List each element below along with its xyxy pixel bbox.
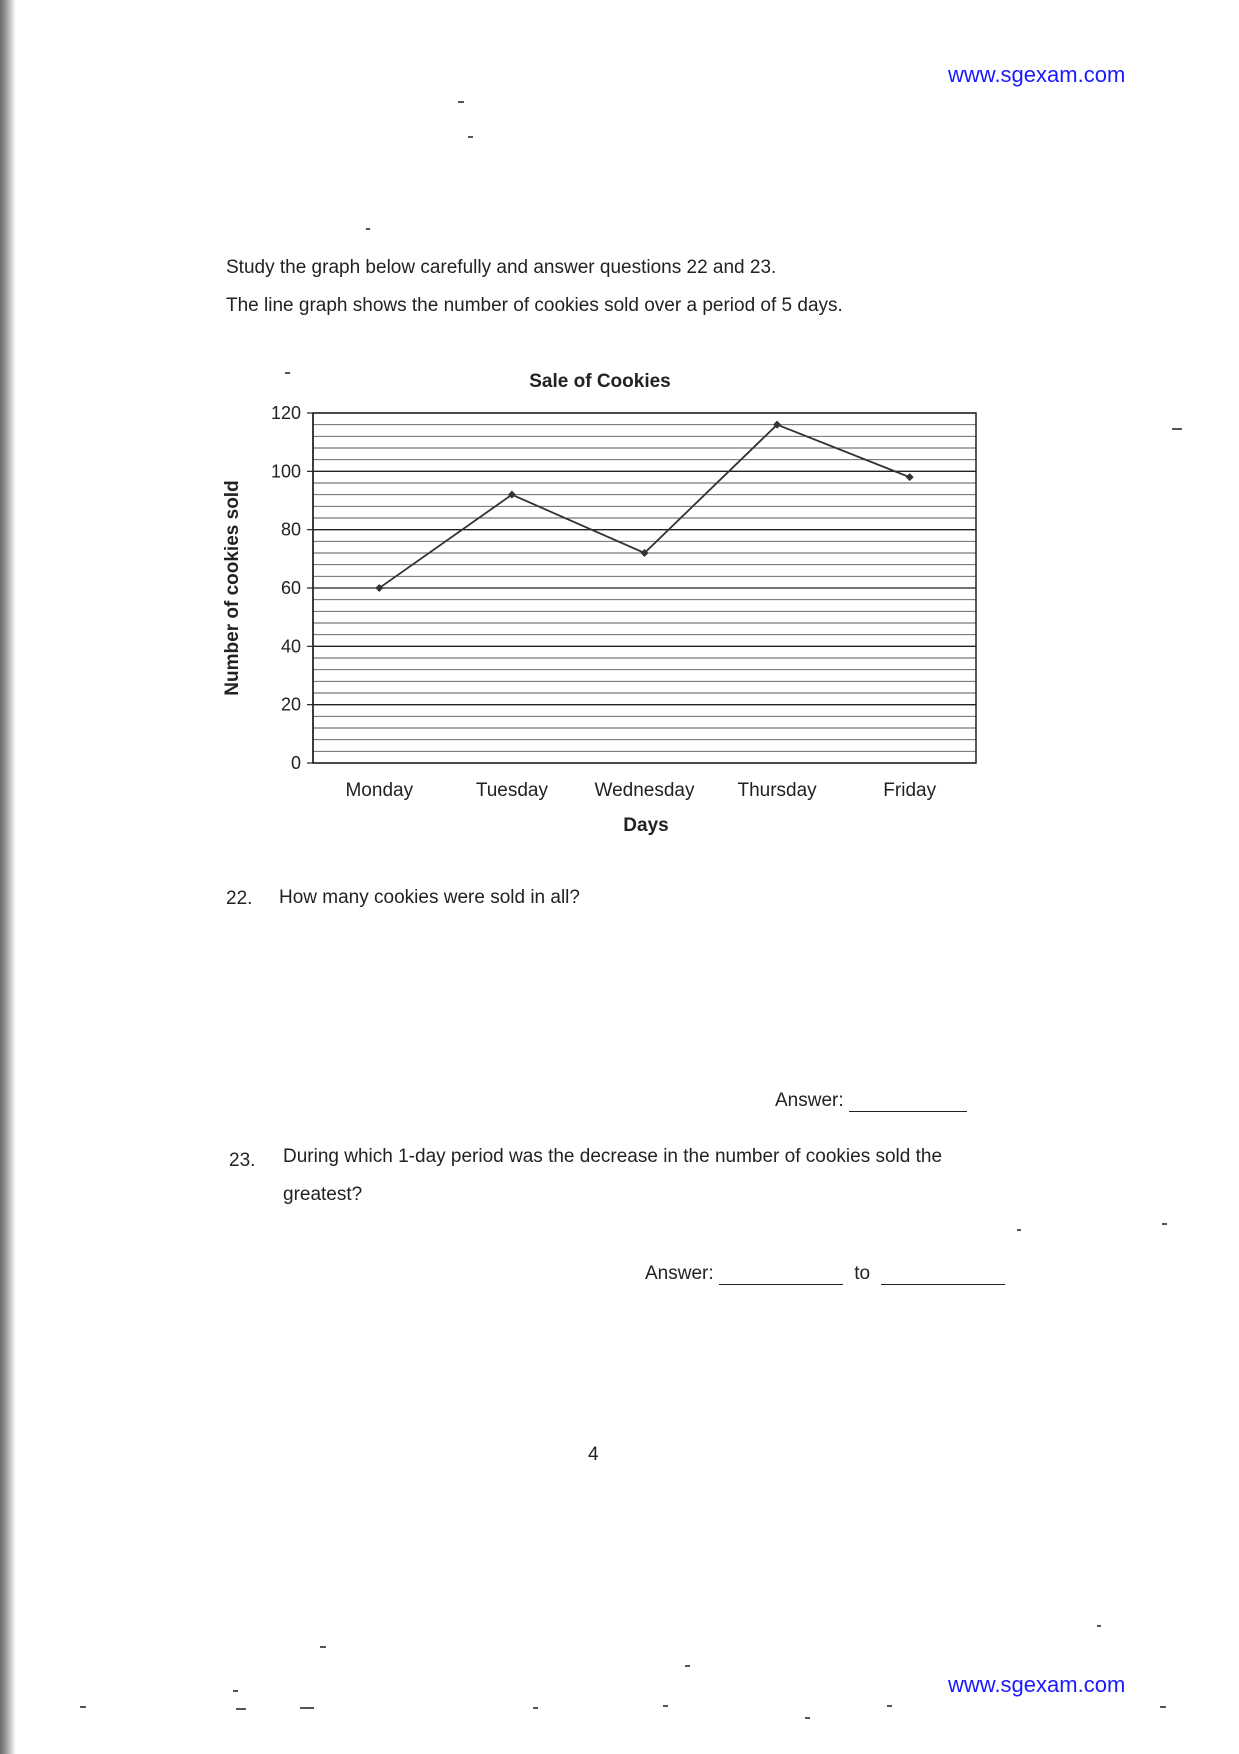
scan-speck: [1097, 1625, 1101, 1627]
question-22-number: 22.: [226, 888, 253, 909]
site-link-top[interactable]: www.sgexam.com: [948, 62, 1126, 87]
x-tick-label: Wednesday: [594, 780, 695, 801]
x-tick-label: Friday: [883, 780, 937, 801]
scan-speck: [685, 1665, 690, 1667]
page-number: 4: [588, 1444, 599, 1465]
answer-label: Answer:: [775, 1090, 844, 1111]
question-22-answer: [775, 1090, 967, 1112]
question-23-answer: [645, 1263, 1005, 1285]
x-tick-label: Tuesday: [475, 780, 548, 801]
scan-speck: [663, 1705, 668, 1707]
scan-speck: [236, 1708, 246, 1710]
scan-speck: [1160, 1706, 1166, 1708]
answer-connector: to: [854, 1263, 871, 1284]
y-tick-labels: [271, 403, 313, 773]
question-23-number: 23.: [229, 1150, 256, 1171]
scan-speck: [80, 1706, 86, 1708]
scan-speck: [366, 228, 370, 230]
scan-speck: [285, 372, 290, 374]
x-tick-labels: [345, 780, 936, 801]
x-tick-label: Monday: [345, 780, 414, 801]
y-tick-label: 80: [280, 519, 301, 540]
x-tick-label: Thursday: [737, 780, 817, 801]
scan-speck: [1162, 1223, 1167, 1225]
scan-speck: [320, 1646, 326, 1648]
scan-speck: [300, 1707, 314, 1709]
question-23-text: During which 1-day period was the decrease in the number of cookies sold the greatest?: [283, 1146, 943, 1205]
scan-speck: [805, 1717, 810, 1719]
chart-title: Sale of Cookies: [529, 371, 671, 392]
chart-grid: [313, 413, 976, 763]
data-point: [906, 473, 914, 481]
question-22-text: How many cookies were sold in all?: [279, 887, 580, 908]
scan-speck: [887, 1705, 892, 1707]
y-tick-label: 120: [270, 403, 301, 423]
answer-label: Answer:: [645, 1263, 714, 1284]
scan-edge-shadow: [0, 0, 16, 1754]
y-tick-label: 20: [280, 694, 301, 715]
scan-speck: [1172, 428, 1182, 430]
y-tick-label: 0: [290, 753, 301, 773]
y-axis-label: Number of cookies sold: [222, 480, 243, 696]
y-tick-label: 100: [270, 461, 301, 482]
y-tick-label: 40: [280, 636, 301, 657]
scan-speck: [468, 136, 473, 138]
scan-speck: [458, 101, 464, 103]
cookie-sales-line-chart: [205, 360, 1005, 840]
y-tick-label: 60: [280, 578, 301, 598]
intro-line-2: The line graph shows the number of cookies sold over a period of 5 days.: [226, 295, 843, 316]
intro-line-1: Study the graph below carefully and answer questions 22 and 23.: [226, 257, 777, 278]
answer-blank-to[interactable]: [881, 1266, 1005, 1285]
answer-blank[interactable]: [849, 1093, 967, 1112]
scan-speck: [233, 1690, 238, 1692]
x-axis-label: Days: [623, 815, 669, 836]
scan-speck: [533, 1707, 538, 1709]
site-link-bottom[interactable]: www.sgexam.com: [948, 1672, 1126, 1697]
scan-speck: [1017, 1229, 1021, 1231]
answer-blank-from[interactable]: [719, 1266, 843, 1285]
